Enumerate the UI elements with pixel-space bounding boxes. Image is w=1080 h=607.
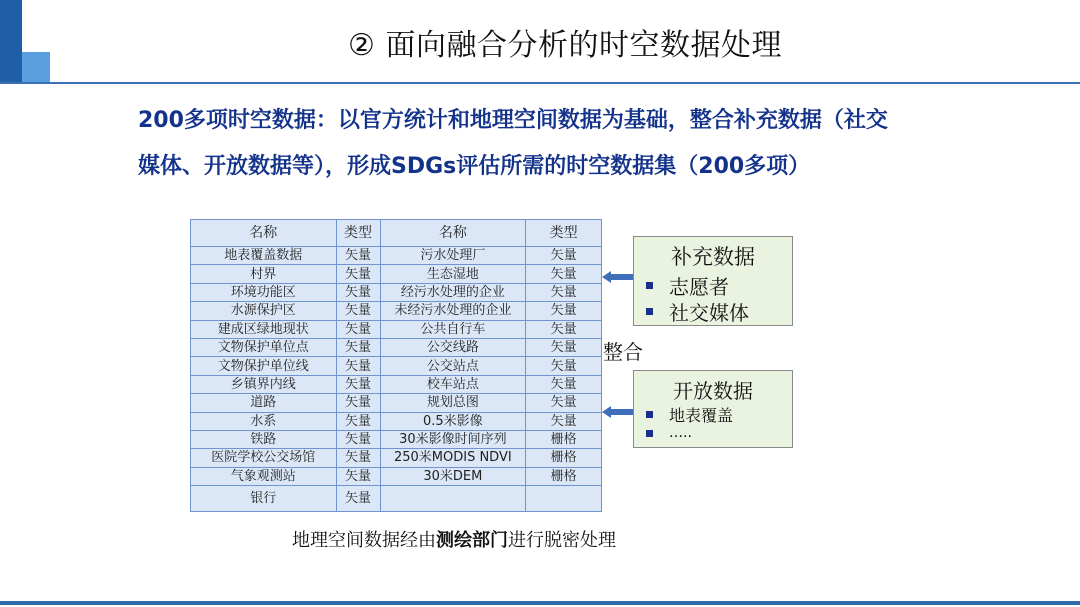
table-cell: 矢量 bbox=[336, 430, 380, 448]
table-cell: 矢量 bbox=[526, 320, 602, 338]
table-cell: 栅格 bbox=[526, 430, 602, 448]
table-cell: 矢量 bbox=[526, 375, 602, 393]
open-box-title: 开放数据 bbox=[673, 379, 753, 403]
column-header: 类型 bbox=[526, 220, 602, 247]
table-row bbox=[191, 394, 602, 412]
table-cell: 医院学校公交场馆 bbox=[191, 449, 337, 467]
left-arrow-icon bbox=[602, 406, 634, 418]
table-cell: 公交线路 bbox=[380, 338, 526, 356]
table-cell: 矢量 bbox=[526, 357, 602, 375]
header-divider bbox=[0, 82, 1080, 84]
table-row bbox=[191, 265, 602, 283]
table-row bbox=[191, 357, 602, 375]
table-cell: 水源保护区 bbox=[191, 302, 337, 320]
column-header: 名称 bbox=[191, 220, 337, 247]
open-data-box bbox=[633, 370, 793, 448]
table-cell: 30米影像时间序列 bbox=[380, 430, 526, 448]
table-cell: 文物保护单位线 bbox=[191, 357, 337, 375]
table-cell: 矢量 bbox=[336, 375, 380, 393]
table-cell: 未经污水处理的企业 bbox=[380, 302, 526, 320]
table-cell: 矢量 bbox=[336, 265, 380, 283]
slide-header bbox=[0, 0, 1080, 84]
footnote-bold: 测绘部门 bbox=[436, 530, 508, 551]
bottom-divider bbox=[0, 601, 1080, 605]
subtitle-line-1: 200多项时空数据：以官方统计和地理空间数据为基础，整合补充数据（社交 bbox=[138, 108, 888, 133]
table-row bbox=[191, 467, 602, 485]
list-item-label: ….. bbox=[669, 425, 692, 441]
table-cell: 矢量 bbox=[336, 449, 380, 467]
table-cell: 矢量 bbox=[526, 283, 602, 301]
table-row bbox=[191, 375, 602, 393]
table-cell: 矢量 bbox=[526, 394, 602, 412]
table-row bbox=[191, 283, 602, 301]
table-row bbox=[191, 320, 602, 338]
data-table bbox=[190, 219, 602, 512]
square-bullet-icon bbox=[646, 282, 653, 289]
footnote-prefix: 地理空间数据经由 bbox=[292, 530, 436, 551]
table-cell: 30米DEM bbox=[380, 467, 526, 485]
table-cell: 道路 bbox=[191, 394, 337, 412]
table-row bbox=[191, 430, 602, 448]
table-cell: 乡镇界内线 bbox=[191, 375, 337, 393]
table-cell: 矢量 bbox=[336, 302, 380, 320]
table-row bbox=[191, 412, 602, 430]
footnote-suffix: 进行脱密处理 bbox=[508, 530, 616, 551]
merge-label: 整合 bbox=[603, 340, 643, 364]
table-cell: 矢量 bbox=[336, 283, 380, 301]
table-cell: 地表覆盖数据 bbox=[191, 247, 337, 265]
list-item-label: 社交媒体 bbox=[669, 301, 749, 325]
table-cell: 矢量 bbox=[526, 338, 602, 356]
supplement-box-title: 补充数据 bbox=[671, 245, 755, 269]
table-cell: 矢量 bbox=[336, 467, 380, 485]
table-cell: 矢量 bbox=[336, 357, 380, 375]
table-cell: 矢量 bbox=[526, 265, 602, 283]
table-cell: 0.5米影像 bbox=[380, 412, 526, 430]
table-cell: 污水处理厂 bbox=[380, 247, 526, 265]
list-item bbox=[646, 271, 729, 300]
table-cell: 矢量 bbox=[336, 394, 380, 412]
header-accent-bar bbox=[0, 0, 22, 84]
table-cell: 铁路 bbox=[191, 430, 337, 448]
list-item-label: 志愿者 bbox=[669, 275, 729, 299]
table-cell: 矢量 bbox=[336, 247, 380, 265]
table-row bbox=[191, 338, 602, 356]
square-bullet-icon bbox=[646, 308, 653, 315]
table-cell: 矢量 bbox=[526, 412, 602, 430]
square-bullet-icon bbox=[646, 430, 653, 437]
table-cell: 村界 bbox=[191, 265, 337, 283]
table-cell: 矢量 bbox=[526, 302, 602, 320]
table-cell: 银行 bbox=[191, 486, 337, 512]
table-cell: 矢量 bbox=[526, 247, 602, 265]
column-header: 类型 bbox=[336, 220, 380, 247]
header-accent-block bbox=[22, 52, 50, 84]
table-cell: 公共自行车 bbox=[380, 320, 526, 338]
table-cell: 矢量 bbox=[336, 338, 380, 356]
table-cell: 公交站点 bbox=[380, 357, 526, 375]
footnote bbox=[292, 526, 616, 552]
table-header-row bbox=[191, 220, 602, 247]
table-cell bbox=[526, 486, 602, 512]
list-item bbox=[646, 297, 749, 326]
table-cell: 校车站点 bbox=[380, 375, 526, 393]
table-cell: 矢量 bbox=[336, 320, 380, 338]
table-cell: 经污水处理的企业 bbox=[380, 283, 526, 301]
left-arrow-icon bbox=[602, 271, 634, 283]
table-cell: 气象观测站 bbox=[191, 467, 337, 485]
subtitle-line-2: 媒体、开放数据等），形成SDGs评估所需的时空数据集（200多项） bbox=[138, 154, 811, 179]
table-cell: 水系 bbox=[191, 412, 337, 430]
table-row bbox=[191, 302, 602, 320]
list-item bbox=[646, 425, 692, 441]
list-item-label: 地表覆盖 bbox=[669, 406, 734, 425]
supplement-data-box bbox=[633, 236, 793, 326]
table-cell: 文物保护单位点 bbox=[191, 338, 337, 356]
slide-subtitle bbox=[138, 98, 1018, 190]
table-cell: 生态湿地 bbox=[380, 265, 526, 283]
square-bullet-icon bbox=[646, 411, 653, 418]
table-row bbox=[191, 486, 602, 512]
list-item bbox=[646, 403, 733, 426]
table-cell: 规划总图 bbox=[380, 394, 526, 412]
table-cell: 栅格 bbox=[526, 467, 602, 485]
table-cell: 栅格 bbox=[526, 449, 602, 467]
table-cell: 环境功能区 bbox=[191, 283, 337, 301]
column-header: 名称 bbox=[380, 220, 526, 247]
table-row bbox=[191, 247, 602, 265]
slide-title: ② 面向融合分析的时空数据处理 bbox=[348, 28, 782, 63]
table-cell: 矢量 bbox=[336, 486, 380, 512]
table-body bbox=[191, 247, 602, 512]
table-cell bbox=[380, 486, 526, 512]
table-row bbox=[191, 449, 602, 467]
table-cell: 矢量 bbox=[336, 412, 380, 430]
table-cell: 建成区绿地现状 bbox=[191, 320, 337, 338]
table-cell: 250米MODIS NDVI bbox=[380, 449, 526, 467]
